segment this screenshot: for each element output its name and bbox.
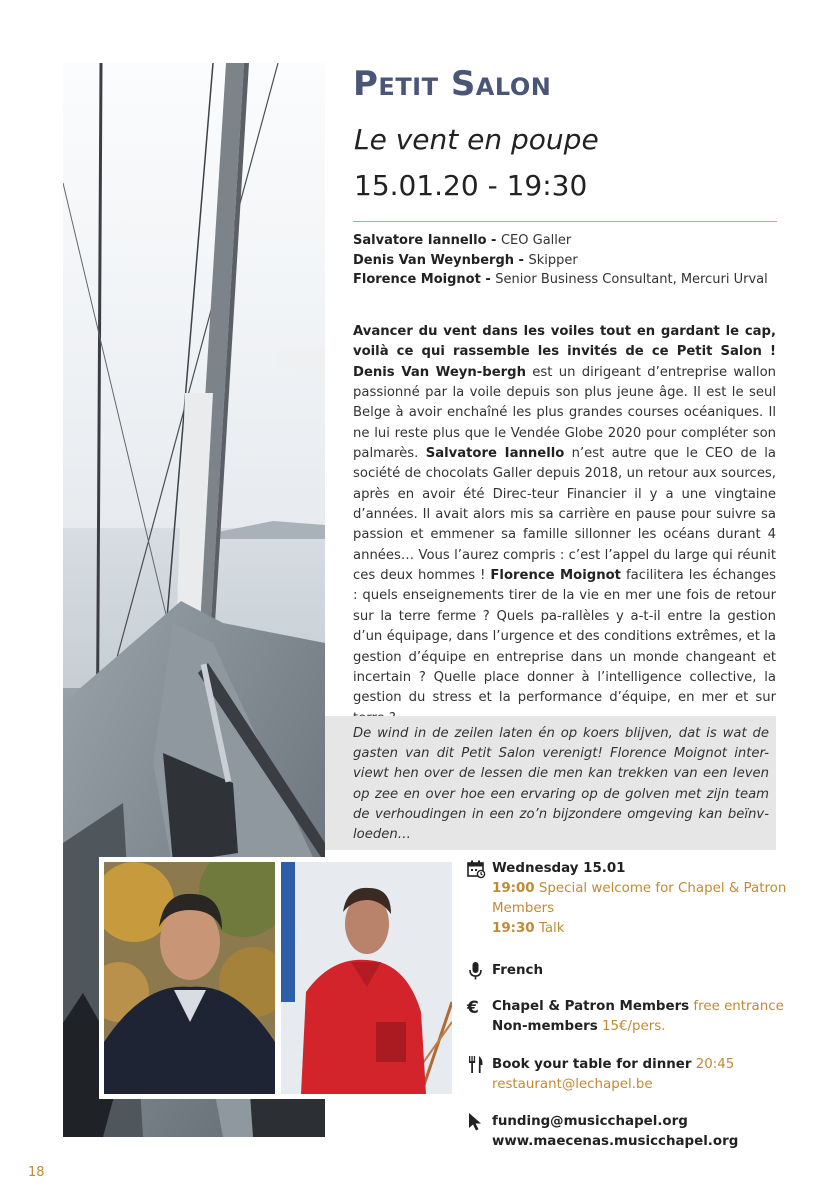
speaker-item (353, 231, 783, 251)
welcome-time: 19:00 (492, 881, 535, 896)
description-text: n’est autre que le CEO de la société de chocolats Galler depuis 2018, un retour aux sources, après en avoir été Direc-teur Financier il y a une vingtaine d’années. Il avait alors mis sa carrière en pause pour suivre sa passion et emmener sa famille sillonner les océans durant 4 années… Vous l’aurez compris : c’est l’appel du large qui réunit ces deux hommes ! (353, 446, 776, 584)
talk-text: Talk (534, 921, 565, 936)
welcome-line (492, 879, 792, 919)
event-subtitle: Le vent en poupe (354, 123, 599, 156)
event-datetime: 15.01.20 - 19:30 (354, 169, 588, 202)
speaker-name: Florence Moignot (353, 272, 481, 288)
portrait-photo-salvatore (104, 862, 275, 1094)
price-members-value: free entrance (689, 999, 784, 1014)
dinner-email-link[interactable]: restaurant@lechapel.be (492, 1077, 653, 1092)
description-text: facilitera les échanges : quels enseignements tirer de la vie en mer une fois de retour sur la terre ferme ? Quels pa-rallèles y a-t-il entre la gestion d’un équipage, dans l’urgence et des conditions extrêmes, et la gestion d’équipe en entreprise dans un monde changeant et incertain ? Quelle place donner à l’intelligence collective, la gestion du stress et la performance d’équipe, en mer et sur (353, 568, 776, 706)
description-bold: Salvatore Iannello (425, 446, 565, 462)
speaker-name: Denis Van Weynbergh (353, 252, 515, 268)
price-members-label: Chapel & Patron Members (492, 999, 690, 1014)
speaker-separator: - (480, 272, 496, 288)
speaker-separator: - (514, 252, 529, 268)
website-link[interactable]: www.maecenas.musicchapel.org (492, 1134, 739, 1149)
description-french (353, 322, 776, 729)
dinner-time: 20:45 (691, 1057, 735, 1072)
funding-email-link[interactable]: funding@musicchapel.org (492, 1114, 688, 1129)
svg-text:€: € (467, 998, 479, 1017)
speaker-role: CEO Galler (500, 233, 572, 248)
talk-time: 19:30 (492, 921, 535, 936)
portrait-photo-denis (281, 862, 452, 1094)
cursor-icon (466, 1112, 486, 1132)
price-nonmembers-label: Non-members (492, 1019, 598, 1034)
speaker-item (353, 251, 783, 271)
language-value: French (492, 963, 543, 978)
speaker-name: Salvatore Iannello (353, 233, 487, 248)
speaker-list (353, 231, 783, 290)
dinner-label: Book your table for dinner (492, 1057, 692, 1072)
price-nonmembers-value: 15€/pers. (597, 1019, 666, 1034)
calendar-icon (466, 859, 486, 879)
microphone-icon (466, 961, 486, 981)
price-nonmembers (492, 1017, 792, 1037)
price-members (492, 997, 792, 1017)
page-title: Petit Salon (353, 64, 552, 104)
event-day: Wednesday 15.01 (492, 861, 626, 876)
dinner-line (492, 1055, 792, 1075)
description-text: est un dirigeant d’entreprise wallon passionné par la voile depuis son plus jeune âge. Il est le seul Belge à avoir enchaîné les plus grandes courses océaniques. Il ne lui reste plus que le Vendée Globe 2020 pour compléter son palmarès. (353, 364, 776, 462)
cutlery-icon (466, 1055, 486, 1075)
description-bold: Florence Moignot (490, 568, 621, 584)
description-dutch: De wind in de zeilen laten én op koers blijven, dat is wat de gasten van dit Petit Salon verenigt! Florence Moignot inter-viewt hen over de lessen die men kan trekken van een leven op zee en over hoe een ervaring op de golven met zijn team de verhoudingen in een zo’n bijzondere omgeving kan beïnv-loeden… (353, 726, 769, 843)
speaker-role: Senior Business Consultant, Mercuri Urval (495, 272, 768, 288)
speaker-separator: - (486, 233, 501, 248)
page-number: 18 (28, 1165, 45, 1180)
welcome-text: Special welcome for Chapel & Patron Members (492, 881, 787, 916)
talk-line (492, 919, 792, 939)
speaker-item (353, 270, 783, 290)
divider (353, 221, 777, 222)
description-bold: Avancer du vent dans les voiles tout en gardant le cap, voilà ce qui rassemble les invités de ce Petit Salon ! Denis Van Weyn-bergh (353, 324, 776, 380)
speaker-role: Skipper (528, 252, 578, 268)
euro-icon (466, 997, 486, 1017)
